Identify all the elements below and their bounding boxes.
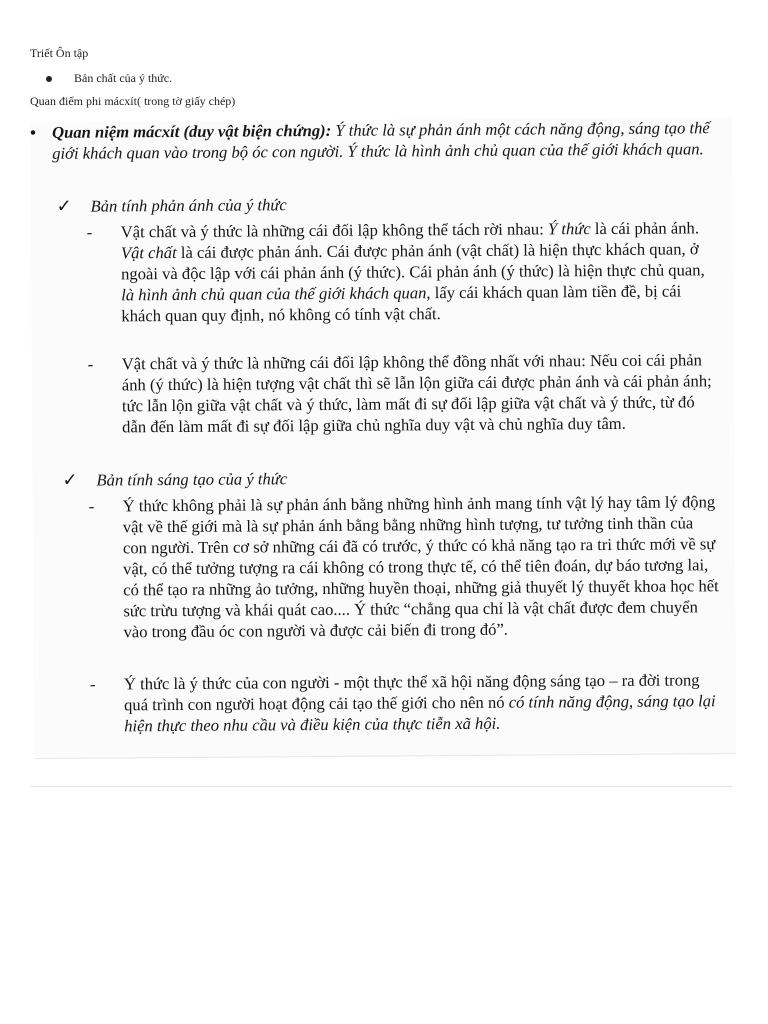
text-run-italic: Ý thức <box>547 219 591 239</box>
bullet-icon: • <box>30 122 36 142</box>
note-line: Quan điểm phi mácxít( trong tờ giấy chép) <box>30 94 236 108</box>
text-run: là cái phản ánh. <box>590 218 700 239</box>
intro-heading: Quan niệm mácxít (duy vật biện chứng): <box>52 120 332 142</box>
bullet-item-label: Bản chất của ý thức. <box>74 71 173 85</box>
text-run-italic: Vật chất <box>120 242 177 263</box>
dash-icon: - <box>89 674 96 694</box>
text-run: là cái được phản ánh. Cái được phản ánh (vật chất) là hiện thực khách quan, ở ngoài và độc lập với cái phản ánh (ý thức). Cái phản ánh (ý thức) là hiện thực chủ quan, <box>120 239 705 284</box>
section2-item2 <box>90 669 720 736</box>
checkmark-icon: ✓ <box>62 469 78 491</box>
checkmark-icon: ✓ <box>56 195 72 217</box>
section2-heading <box>62 468 287 491</box>
page-divider <box>30 786 732 787</box>
intro-text: Ý thức là sự phản ánh một cách năng động, sáng tạo thế giới khách quan vào trong bộ óc con người. Ý thức là hình ảnh chủ quan của thế giới khách quan. <box>52 118 710 163</box>
text-run: Vật chất và ý thức là những cái đối lập không thể tách rời nhau: <box>120 219 549 242</box>
bullet-item <box>46 71 172 86</box>
dash-icon: - <box>88 496 95 516</box>
dash-icon: - <box>87 354 94 374</box>
section2-item1 <box>89 491 720 642</box>
text-run-italic: có tính năng động, sáng tạo lại hiện thực theo nhu cầu và điều kiện của thực tiễn xã hội. <box>124 691 716 736</box>
section2-heading-label: Bản tính sáng tạo của ý thức <box>96 469 288 490</box>
document-title: Triết Ôn tập <box>30 46 89 60</box>
section1-item2-text: Vật chất và ý thức là những cái đối lập không thể đồng nhất với nhau: Nếu coi cái phản ánh (ý thức) là hiện tượng vật chất thì sẽ lẫn lộn giữa cái được phản ánh và cái phản ánh; tức lẫn lộn giữa vật chất và ý thức, làm mất đi sự đối lập giữa vật chất và ý thức, từ đó dẫn đến làm mất đi sự đối lập giữa chủ nghĩa duy vật và chủ nghĩa duy tâm. <box>121 350 712 437</box>
dash-icon: - <box>86 222 93 242</box>
scanned-page-image <box>30 117 736 759</box>
text-run-italic: là hình ảnh chủ quan của thế giới khách quan, <box>121 283 431 305</box>
section1-heading-label: Bản tính phản ánh của ý thức <box>90 195 287 216</box>
bullet-dot-icon <box>46 76 52 82</box>
intro-paragraph <box>30 117 720 164</box>
section2-item1-text: Ý thức không phải là sự phản ánh bằng những hình ảnh mang tính vật lý hay tâm lý động vật về thế giới mà là sự phản ánh bằng bằng những hình tượng, tư tưởng tinh thần của con người. Trên cơ sở những cái đã có trước, ý thức có khả năng tạo ra tri thức mới về sự vật, có thể tưởng tượng ra cái không có trong thực tế, có thể tiên đoán, dự báo tương lai, có thể tạo ra những ảo tưởng, những huyền thoại, những giả thuyết lý thuyết khoa học hết sức trừu tượng và khái quát cao.... Ý thức “chẳng qua chỉ là vật chất được đem chuyển vào trong đầu óc con người và được cải biến đi trong đó”. <box>122 492 719 642</box>
section1-heading <box>57 194 287 217</box>
text-run: Ý thức là ý thức của con người - một thực thể xã hội năng động sáng tạo – ra đời trong quá trình con người hoạt động cải tạo thế giới cho nên nó <box>123 670 700 715</box>
text-run: lấy cái khách quan làm tiền đề, bị cái khách quan quy định, nó không có tính vật chất. <box>121 281 682 326</box>
section1-item2 <box>88 349 719 437</box>
section1-item1 <box>87 217 718 326</box>
